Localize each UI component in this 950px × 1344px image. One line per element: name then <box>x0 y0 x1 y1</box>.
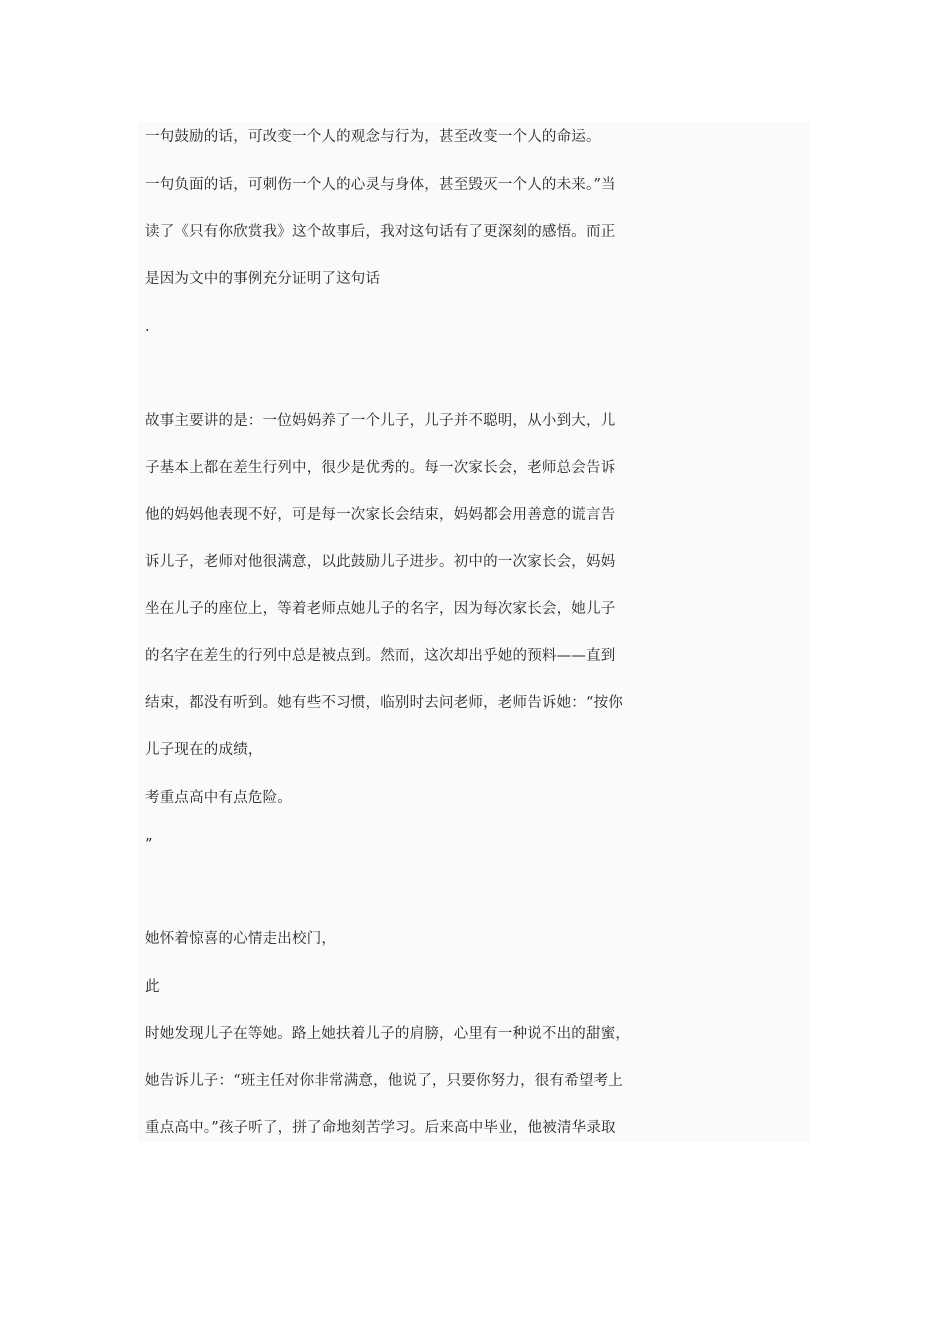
text-line: 儿子现在的成绩， <box>145 742 263 758</box>
text-line: 子基本上都在差生行列中，很少是优秀的。每一次家长会，老师总会告诉 <box>145 460 616 476</box>
text-line: 重点高中。”孩子听了，拼了命地刻苦学习。后来高中毕业，他被清华录取 <box>145 1120 616 1136</box>
text-line: 一句鼓励的话，可改变一个人的观念与行为，甚至改变一个人的命运。 <box>145 129 601 145</box>
text-line: 此 <box>145 979 160 995</box>
text-line: 他的妈妈他表现不好，可是每一次家长会结束，妈妈都会用善意的谎言告 <box>145 507 616 523</box>
text-line: 她怀着惊喜的心情走出校门， <box>145 931 337 947</box>
text-line: 诉儿子，老师对他很满意，以此鼓励儿子进步。初中的一次家长会，妈妈 <box>145 554 616 570</box>
text-line: ” <box>145 837 153 853</box>
text-line: 的名字在差生的行列中总是被点到。然而，这次却出乎她的预料——直到 <box>145 648 616 664</box>
text-line: . <box>145 319 150 335</box>
text-line: 考重点高中有点危险。 <box>145 790 292 806</box>
text-line: 是因为文中的事例充分证明了这句话 <box>145 271 381 287</box>
text-line: 故事主要讲的是：一位妈妈养了一个儿子，儿子并不聪明，从小到大，儿 <box>145 413 616 429</box>
text-line: 她告诉儿子：“班主任对你非常满意，他说了，只要你努力，很有希望考上 <box>145 1073 624 1089</box>
text-line: 结束，都没有听到。她有些不习惯，临别时去问老师，老师告诉她：“按你 <box>145 695 624 711</box>
text-line: 坐在儿子的座位上，等着老师点她儿子的名字，因为每次家长会，她儿子 <box>145 601 616 617</box>
text-line: 读了《只有你欣赏我》这个故事后，我对这句话有了更深刻的感悟。而正 <box>145 224 616 240</box>
text-line: 时她发现儿子在等她。路上她扶着儿子的肩膀，心里有一种说不出的甜蜜， <box>145 1026 631 1042</box>
text-line: 一句负面的话，可刺伤一个人的心灵与身体，甚至毁灭一个人的未来。”当 <box>145 177 616 193</box>
